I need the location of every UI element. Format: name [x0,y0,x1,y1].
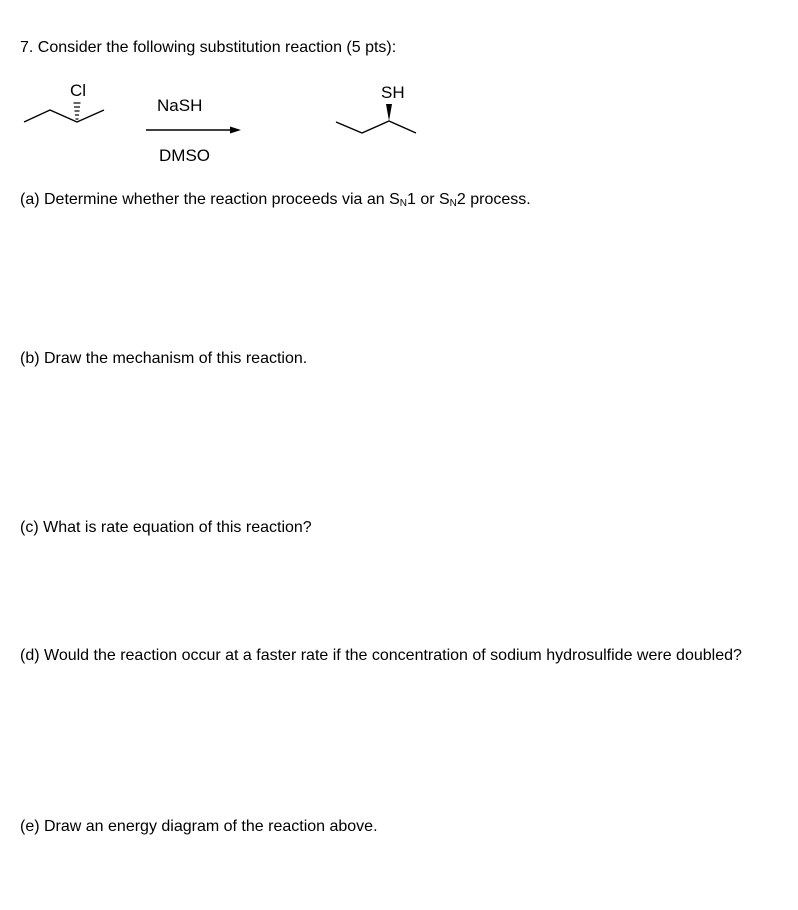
solvent-label: DMSO [159,146,210,165]
reagent-label: NaSH [157,96,203,115]
part-d-question: (d) Would the reaction occur at a faster rate if the concentration of sodium hydrosulfide were doubled? [20,647,742,664]
reaction-scheme [0,70,460,180]
part-e-question: (e) Draw an energy diagram of the reaction above. [20,818,378,835]
reactant-chlorine-label: Cl [70,81,87,100]
product-thiol-label: SH [381,83,405,102]
product-structure [336,83,416,133]
part-a-question: (a) Determine whether the reaction proceeds via an SN1 or SN2 process. [20,191,531,209]
reactant-carbon-chain [24,110,104,122]
part-c-question: (c) What is rate equation of this reaction? [20,519,312,536]
reaction-arrowhead [230,127,241,134]
product-carbon-chain [336,121,416,133]
reactant-hashed-wedge-bond [74,103,81,119]
question-header: 7. Consider the following substitution reaction (5 pts): [20,39,397,56]
product-wedge-bond [386,104,392,121]
reactant-structure [24,81,104,122]
part-b-question: (b) Draw the mechanism of this reaction. [20,350,308,367]
